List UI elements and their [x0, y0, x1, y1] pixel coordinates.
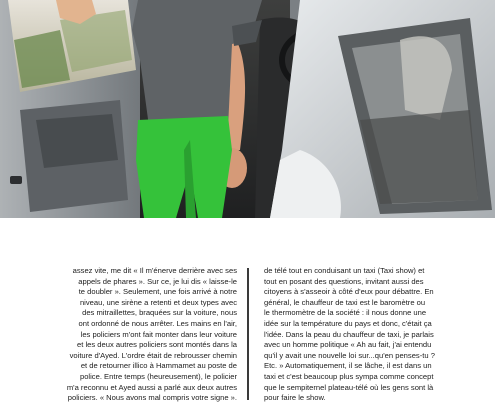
text-line: appels de phares ». Sur ce, je lui dis « laisse-le	[78, 276, 237, 286]
text-line: et les deux autres policiers sont montés dans la	[77, 340, 237, 350]
text-line: général, le chauffeur de taxi est le baromètre ou	[264, 297, 426, 307]
text-line: l'idée. Dans la peau du chauffeur de taxi, je parlais	[264, 329, 434, 339]
text-line: voiture d'Ayed. L'ordre était de rebrousser chemin	[69, 350, 237, 360]
text-line: les policiers m'ont fait monter dans leur voiture	[80, 329, 237, 339]
text-line: niveau, une sirène a retenti et deux types avec	[79, 297, 237, 307]
column-divider	[247, 268, 249, 400]
text-line: Etc. » Automatiquement, il se lâche, il est dans un	[264, 361, 432, 371]
text-line: tout en posant des questions, invitant aussi des	[264, 276, 424, 286]
text-line: policiers. « Nous avons mal compris votre signe ».	[67, 393, 237, 403]
text-line: police. Entre temps (heureusement), le policier	[79, 371, 237, 381]
text-line: assez vite, me dit « Il m'énerve derrière avec ses	[72, 266, 237, 275]
text-line: et de retourner illico à Hammamet au poste de	[80, 361, 237, 371]
text-line: des mitraillettes, braquées sur la voiture, nous	[82, 308, 237, 318]
text-line: que le sempiternel plateau-télé où les gens sont là	[264, 382, 434, 392]
text-line: te doubler ». Seulement, une fois arrivé à notre	[78, 287, 237, 297]
text-line: m'a reconnu et Ayed aussi a parlé aux deux autres	[66, 382, 237, 392]
text-line: idée sur la température du pays et donc, c'était ça	[264, 318, 432, 328]
text-line: qu'il y avait une nouvelle loi sur...qu'en penses-tu ?	[264, 350, 435, 360]
text-line: pour faire le show.	[264, 393, 326, 403]
text-line: citoyens à s'asseoir à côté d'eux pour débattre. En	[264, 287, 434, 297]
article-column-right	[264, 266, 484, 404]
text-line: ont ordonné de nous arrêter. Les mains en l'air,	[78, 318, 237, 328]
text-line: le thermomètre de la société : il nous donne une	[264, 308, 427, 318]
text-line: avec un homme politique « Ah au fait, j'ai entendu	[264, 340, 432, 350]
text-line: de télé tout en conduisant un taxi (Taxi show) et	[264, 266, 425, 275]
article-column-left	[37, 266, 237, 404]
text-line: taxi et c'est beaucoup plus sympa comme concept	[264, 371, 434, 381]
